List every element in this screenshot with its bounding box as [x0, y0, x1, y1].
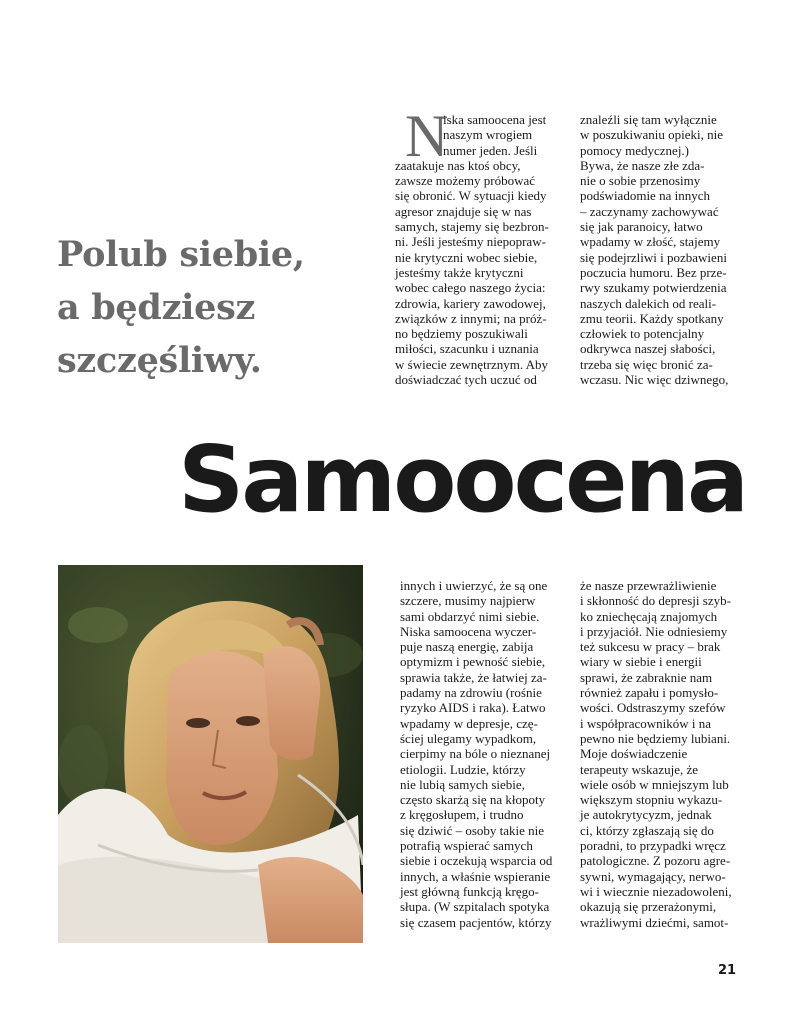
text-line: często skarżą się na kłopoty: [400, 792, 546, 808]
text-line: również zapału i pomysło-: [580, 685, 719, 701]
text-line: się podejrzliwi i pozbawieni: [580, 249, 727, 265]
text-line: optymizm i pewność siebie,: [400, 654, 546, 670]
text-line: wpadamy w depresje, czę-: [400, 715, 538, 731]
text-line: wi i wiecznie niezadowoleni,: [580, 883, 732, 899]
text-line: wczasu. Nic więc dziwnego,: [580, 372, 729, 388]
text-line: ci, którzy zgłaszają się do: [580, 822, 714, 838]
text-line: je autokrytycyzm, jednak: [580, 807, 712, 823]
text-line: Moje doświadczenie: [580, 746, 688, 762]
text-line: numer jeden. Jeśli: [443, 142, 538, 158]
text-line: – zaczynamy zachowywać: [580, 203, 719, 219]
text-line: miłości, szacunku i uznania: [395, 341, 539, 357]
text-line: większym stopniu wykazu-: [580, 792, 723, 808]
text-line: pomocy medycznej.): [580, 142, 690, 158]
subtitle-line-3: szczęśliwy.: [57, 340, 262, 381]
text-line: podświadomie na innych: [580, 188, 710, 204]
text-line: samych, stajemy się bezbron-: [395, 219, 549, 235]
text-line: naszym wrogiem: [443, 127, 533, 143]
text-line: zmu teorii. Każdy spotkany: [580, 310, 724, 326]
text-line: zawsze możemy próbować: [395, 173, 536, 189]
text-line: się czasem pacjentów, którzy: [400, 914, 552, 930]
text-line: wości. Odstraszymy szefów: [580, 700, 726, 716]
text-line: trzeba się więc bronić za-: [580, 356, 713, 372]
text-line: siebie i oczekują wsparcia od: [400, 853, 553, 869]
text-line: innych i uwierzyć, że są one: [400, 578, 548, 593]
text-line: sprawia także, że łatwiej za-: [400, 669, 547, 685]
text-line: się jak paranoicy, łatwo: [580, 219, 703, 235]
text-line: sywni, wymagający, nerwo-: [580, 868, 726, 884]
text-line: z kręgosłupem, i trudno: [400, 807, 524, 823]
page-number: 21: [718, 963, 737, 978]
text-line: w świecie zewnętrznym. Aby: [395, 356, 549, 372]
text-line: iska samoocena jest: [443, 112, 547, 127]
text-line: sprawi, że zabraknie nam: [580, 669, 713, 685]
bottom-right-column: [580, 578, 745, 930]
text-line: się obronić. W sytuacji kiedy: [395, 188, 547, 204]
text-line: związków z innymi; na próż-: [395, 310, 547, 326]
text-line: człowiek to potencjalny: [580, 326, 705, 342]
text-line: i współpracowników i na: [580, 715, 712, 731]
bottom-left-column: [400, 578, 565, 930]
text-line: wrażliwymi dziećmi, samot-: [580, 914, 729, 930]
text-line: etiologii. Ludzie, którzy: [400, 761, 526, 777]
drop-cap: N: [405, 103, 449, 169]
text-line: puje naszą energię, zabija: [400, 639, 534, 655]
text-line: Bywa, że nasze złe zda-: [580, 157, 705, 173]
text-line: i przyjaciół. Nie odniesiemy: [580, 623, 728, 639]
text-line: poradni, to przypadki wręcz: [580, 838, 726, 854]
subtitle-line-1: Polub siebie,: [57, 234, 305, 275]
text-line: naszych dalekich od reali-: [580, 295, 717, 311]
text-line: okazują się przerażonymi,: [580, 899, 717, 915]
text-line: wpadamy w złość, stajemy: [580, 234, 721, 250]
text-line: innych, a właśnie wspieranie: [400, 868, 551, 884]
text-line: ryzyko AIDS i raka). Łatwo: [400, 700, 546, 716]
text-line: potrafią wspierać samych: [400, 838, 533, 854]
text-line: że nasze przewrażliwienie: [580, 578, 717, 593]
text-line: jesteśmy także krytyczni: [395, 264, 524, 280]
text-line: się dziwić – osoby takie nie: [400, 822, 545, 838]
article-title: Samoocena: [178, 426, 747, 533]
text-line: no będziemy poszukiwali: [395, 326, 528, 342]
text-line: rwy szukamy potwierdzenia: [580, 280, 727, 296]
text-line: ko zniechęcają znajomych: [580, 608, 718, 624]
text-line: padamy na zdrowiu (rośnie: [400, 685, 542, 701]
text-line: pewno nie będziemy lubiani.: [580, 730, 731, 746]
top-right-column: [580, 112, 745, 387]
text-line: zaatakuje nas ktoś obcy,: [395, 157, 521, 173]
text-line: znaleźli się tam wyłącznie: [580, 112, 717, 127]
text-line: w poszukiwaniu opieki, nie: [580, 127, 723, 143]
top-left-column: [395, 112, 565, 387]
text-line: ni. Jeśli jesteśmy niepopraw-: [395, 234, 546, 250]
text-line: cierpimy na bóle o nieznanej: [400, 746, 551, 762]
text-line: odkrywca naszej słabości,: [580, 341, 716, 357]
text-line: ściej ulegamy wypadkom,: [400, 730, 537, 746]
text-line: nie o sobie przenosimy: [580, 173, 701, 189]
text-line: sami obdarzyć nimi siebie.: [400, 608, 540, 624]
text-line: agresor znajduje się w nas: [395, 203, 532, 219]
text-line: wobec całego naszego życia:: [395, 280, 546, 296]
text-line: patologiczne. Z pozoru agre-: [580, 853, 731, 869]
text-line: Niska samoocena wyczer-: [400, 623, 537, 639]
text-line: też sukcesu w pracy – brak: [580, 639, 721, 655]
text-line: i skłonność do depresji szyb-: [580, 593, 731, 609]
text-line: terapeuty wskazuje, że: [580, 761, 699, 777]
text-line: nie lubią samych siebie,: [400, 776, 525, 792]
subtitle-line-2: a będziesz: [57, 287, 256, 328]
subtitle: [57, 228, 337, 387]
text-line: doświadczać tych uczuć od: [395, 372, 537, 388]
text-line: nie krytyczni wobec siebie,: [395, 249, 538, 265]
portrait-photo: [58, 565, 363, 943]
text-line: zdrowia, kariery zawodowej,: [395, 295, 546, 311]
text-line: szczere, musimy najpierw: [400, 593, 536, 609]
text-line: jest główną funkcją kręgo-: [400, 883, 539, 899]
text-line: słupa. (W szpitalach spotyka: [400, 899, 550, 915]
text-line: wiary w siebie i energii: [580, 654, 702, 670]
text-line: wiele osób w mniejszym lub: [580, 776, 729, 792]
text-line: poczucia humoru. Bez prze-: [580, 264, 727, 280]
